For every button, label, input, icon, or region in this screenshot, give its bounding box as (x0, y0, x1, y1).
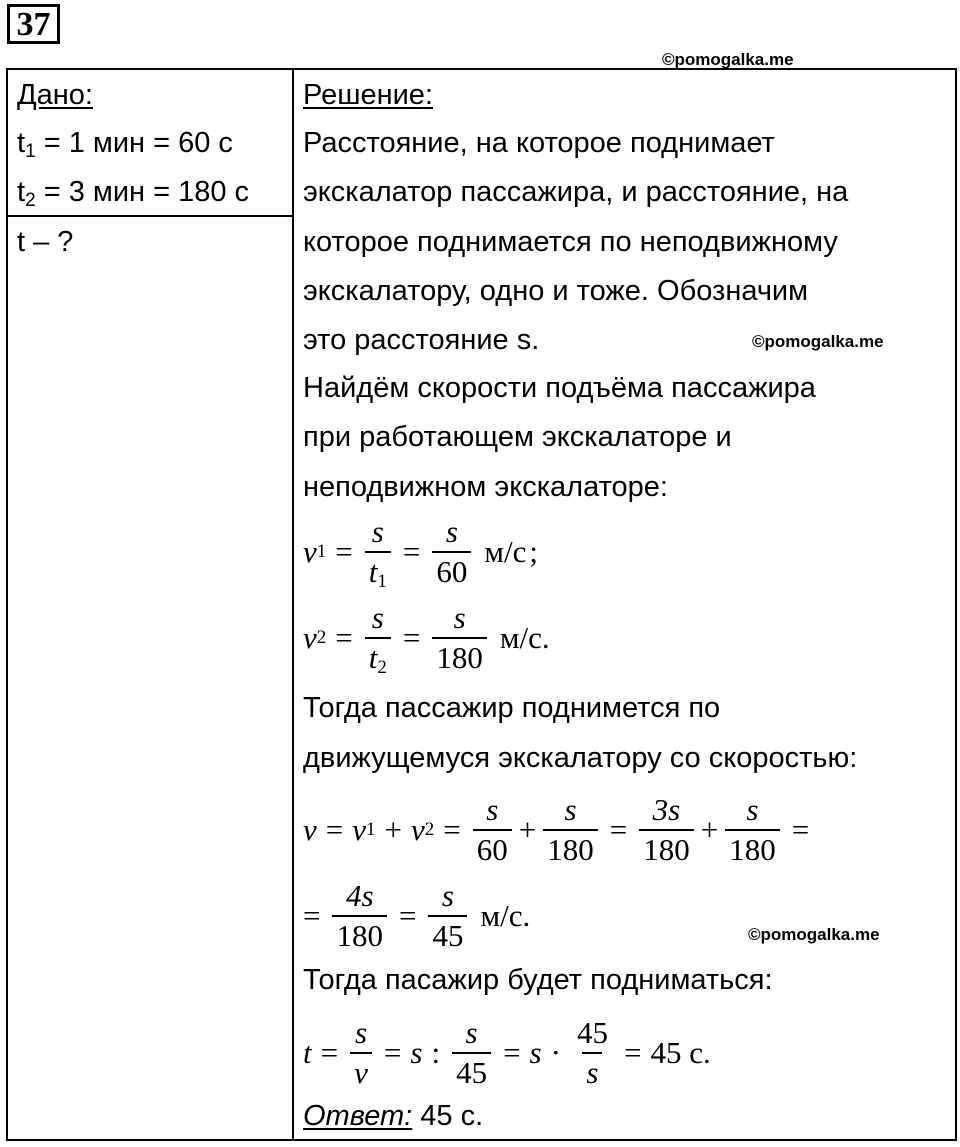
problem-number: 37 (7, 4, 60, 44)
given-title: Дано: (17, 79, 93, 111)
fraction: $\frac{s}{t1}$ (365, 514, 391, 590)
fraction: $\frac{s}{180}$ (725, 792, 780, 868)
text-line: Тогда пасажир будет подниматься: (303, 964, 773, 996)
given-line-2: $t_2 = 3$ мин = 180 с (17, 176, 250, 211)
equation-time: t = $\frac{s}{v}$ = s : $\frac{s}{45}$ = s · $\frac{45}{s}$ = 45 с. (303, 1015, 711, 1090)
text-line: движущемуся экскалатору со скоростью: (303, 742, 858, 774)
fraction: $\frac{s}{t2}$ (365, 600, 391, 676)
fraction: $\frac{s}{180}$ (432, 600, 487, 676)
text-line: экскалатор пассажира, и расстояние, на (303, 176, 849, 208)
equation-v1: v 1 = $\frac{s}{t1}$ = $\frac{s}{60}$ м/с ; (303, 514, 538, 592)
fraction: $\frac{3s}{180}$ (639, 792, 694, 868)
equation-v-sum: v = v 1 + v 2 = $\frac{s}{60}$ + $\frac{s}{180}$ = $\frac{3s}{180}$ + $\frac{s}{180}$ = (303, 792, 810, 867)
watermark: ©pomogalka.me (748, 925, 880, 944)
text-line: это расстояние s. (303, 324, 540, 356)
fraction: $\frac{s}{v}$ (350, 1015, 372, 1091)
given-line-1: $t_1 = 1$ мин = 60 с (17, 127, 233, 162)
answer-line: Ответ: 45 с. (303, 1100, 484, 1132)
fraction: $\frac{s}{45}$ (428, 878, 467, 954)
fraction: $\frac{s}{60}$ (473, 792, 512, 868)
solution-title: Решение: (303, 79, 433, 111)
fraction: $\frac{s}{180}$ (543, 792, 598, 868)
given-divider (6, 215, 294, 217)
text-line: Тогда пассажир поднимется по (303, 692, 721, 724)
text-line: Расстояние, на которое поднимает (303, 127, 775, 159)
fraction: $\frac{4s}{180}$ (332, 878, 387, 954)
equation-v2: v 2 = $\frac{s}{t2}$ = $\frac{s}{180}$ м/с. (303, 600, 550, 678)
fraction: $\frac{s}{60}$ (432, 514, 471, 590)
watermark: ©pomogalka.me (662, 50, 794, 69)
find-line: t – ? (17, 226, 74, 258)
text-line: при работающем экскалаторе и (303, 421, 732, 453)
text-line: которое поднимается по неподвижному (303, 226, 838, 258)
fraction: $\frac{45}{s}$ (576, 1015, 608, 1090)
text-line: экскалатору, одно и тоже. Обозначим (303, 275, 809, 307)
equation-v-result: = $\frac{4s}{180}$ = $\frac{s}{45}$ м/с. (303, 878, 531, 953)
watermark: ©pomogalka.me (752, 332, 884, 351)
column-divider (292, 68, 294, 1141)
text-line: неподвижном экскалаторе: (303, 471, 668, 503)
fraction: $\frac{s}{45}$ (452, 1015, 491, 1091)
text-line: Найдём скорости подъёма пассажира (303, 372, 816, 404)
